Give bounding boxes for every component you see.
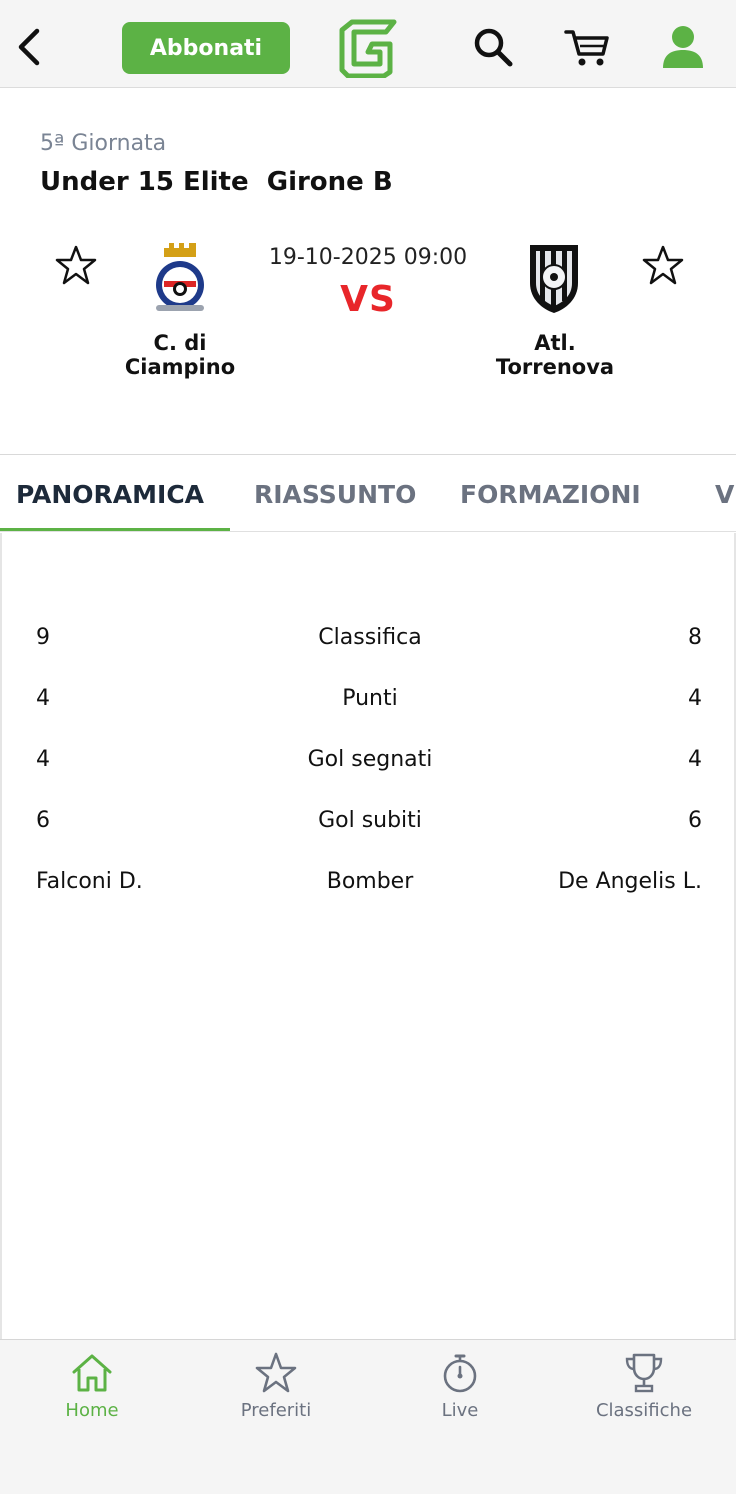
stat-home-value: 9 [36, 625, 50, 650]
stats-panel [0, 533, 736, 1339]
stat-label: Gol subiti [318, 808, 422, 833]
home-team-name[interactable] [70, 331, 290, 379]
stat-home-value: 4 [36, 686, 50, 711]
account-button[interactable] [658, 22, 708, 72]
stopwatch-icon [437, 1350, 483, 1396]
trophy-icon [621, 1350, 667, 1396]
nav-preferiti-label: Preferiti [240, 1400, 312, 1421]
stat-row-bomber [2, 863, 736, 903]
tab-riassunto[interactable]: RIASSUNTO [254, 480, 417, 509]
crest-icon [524, 239, 584, 317]
bottom-navigation [0, 1339, 736, 1494]
tab-more[interactable]: V [715, 480, 735, 509]
favorite-away-button[interactable] [641, 243, 685, 287]
stat-row-gol-segnati [2, 741, 736, 781]
search-button[interactable] [470, 24, 516, 70]
matchday-label: 5ª Giornata [40, 131, 167, 156]
subscribe-button[interactable]: Abbonati [122, 22, 290, 74]
stat-row-punti [2, 680, 736, 720]
stat-label: Gol segnati [307, 747, 433, 772]
user-icon [658, 22, 708, 72]
match-header [0, 89, 736, 455]
stat-away-value: 4 [688, 686, 702, 711]
stat-away-value: 6 [688, 808, 702, 833]
away-team-crest [524, 239, 584, 317]
chevron-left-icon [15, 27, 41, 67]
logo-icon [338, 18, 398, 78]
cart-button[interactable] [562, 24, 612, 70]
stat-label: Classifica [318, 625, 422, 650]
top-bar [0, 0, 736, 88]
match-datetime: 19-10-2025 09:00 [268, 245, 468, 270]
stat-label: Bomber [326, 869, 414, 894]
stat-label: Punti [342, 686, 398, 711]
cart-icon [562, 24, 612, 70]
star-icon [253, 1350, 299, 1396]
favorite-home-button[interactable] [54, 243, 98, 287]
away-team-name-line1: Atl. [534, 331, 576, 355]
stat-row-gol-subiti [2, 802, 736, 842]
tab-panoramica[interactable]: PANORAMICA [16, 480, 205, 509]
app-logo[interactable] [338, 18, 398, 78]
stat-home-value: 4 [36, 747, 50, 772]
match-tabs [0, 456, 736, 532]
nav-home-label: Home [65, 1400, 119, 1421]
home-icon [69, 1350, 115, 1396]
search-icon [470, 24, 516, 70]
star-outline-icon [54, 243, 98, 287]
stat-home-value: 6 [36, 808, 50, 833]
crest-icon [150, 239, 210, 317]
nav-preferiti[interactable] [206, 1350, 346, 1430]
vs-label: VS [340, 279, 396, 320]
away-team-name-line2: Torrenova [495, 355, 615, 379]
nav-classifiche[interactable] [574, 1350, 714, 1430]
home-team-crest [150, 239, 210, 317]
nav-classifiche-label: Classifiche [595, 1400, 693, 1421]
nav-live-label: Live [441, 1400, 479, 1421]
nav-live[interactable] [390, 1350, 530, 1430]
competition-title: Under 15 Elite Girone B [40, 167, 393, 197]
stat-away-value: 8 [688, 625, 702, 650]
back-button[interactable] [10, 22, 46, 72]
stat-row-classifica [2, 619, 736, 659]
tab-formazioni[interactable]: FORMAZIONI [460, 480, 641, 509]
away-team-name[interactable] [445, 331, 665, 379]
home-team-name-line2: Ciampino [124, 355, 236, 379]
stat-away-value: 4 [688, 747, 702, 772]
active-tab-indicator [0, 528, 230, 532]
star-outline-icon [641, 243, 685, 287]
nav-home[interactable] [22, 1350, 162, 1430]
stat-home-value[interactable]: Falconi D. [36, 869, 143, 894]
stat-away-value[interactable]: De Angelis L. [558, 869, 702, 894]
home-team-name-line1: C. di [153, 331, 207, 355]
